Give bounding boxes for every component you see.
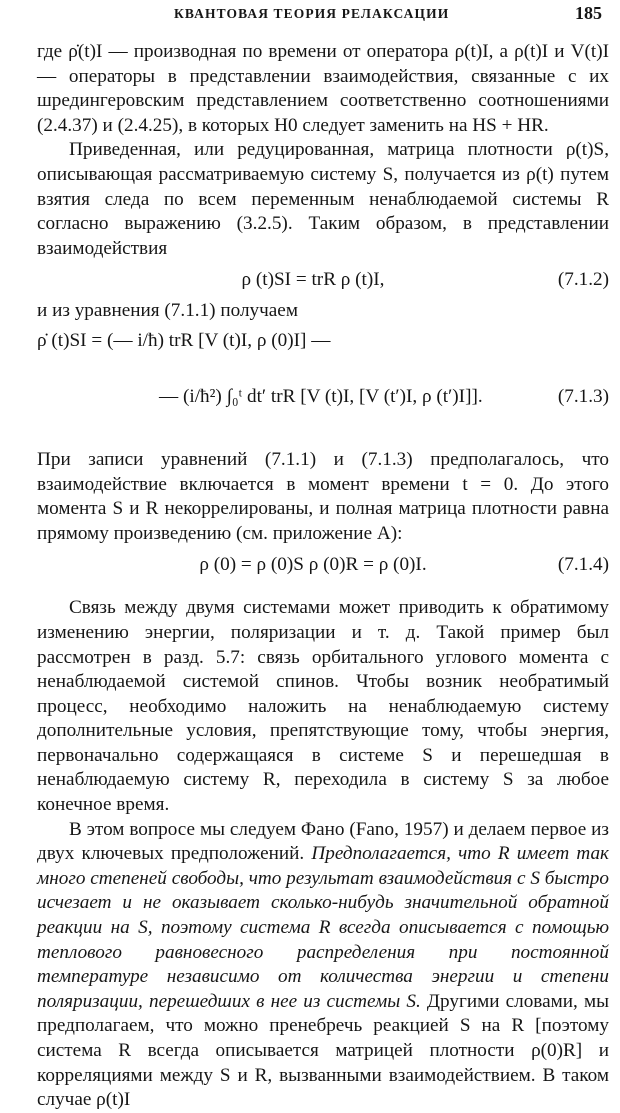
equation-7-1-2-number: (7.1.2) [557, 269, 609, 291]
paragraph-5: Связь между двумя системами может приводить к обратимому изменению энергии, поляризации и т. д. Такой пример был рассмотрен в разд. 5.7: связь орбитального углового момента с ненаблюдаемой системой спинов. Чтобы возник необратимый процесс, необходимо наложить на ненаблюдаемую систему дополнительные условия, препятствующие тому, чтобы энергия, первоначально содержащаяся в системе S и перешедшая в ненаблюдаемую систему R, переходила в систему S за любое конечное время. [37, 597, 609, 816]
equation-7-1-3-line-2-formula: — (i/ħ²) ∫₀ᵗ dt′ trR [V (t)I, [V (t′)I, ρ (t′)I]]. [159, 385, 483, 407]
equation-7-1-4-formula: ρ (0) = ρ (0)S ρ (0)R = ρ (0)I. [199, 554, 427, 576]
paragraph-2: Приведенная, или редуцированная, матрица плотности ρ(t)S, описывающая рассматриваемую систему S, получается из ρ(t) путем взятия следа по всем переменным ненаблюдаемой системы R согласно выражению (3.2.5). Таким образом, в представлении взаимодействия [37, 139, 609, 259]
paragraph-6-start: В этом вопросе мы следуем Фано (Fano, 1957) и делаем первое из двух ключевых предположений. [37, 818, 609, 865]
page-header [0, 2, 620, 26]
equation-7-1-2 [37, 261, 609, 299]
page-body [37, 40, 609, 1113]
paragraph-4: При записи уравнений (7.1.1) и (7.1.3) предполагалось, что взаимодействие включается в момент времени t = 0. До этого момента S и R некоррелированы, и полная матрица плотности равна прямому произведению (см. приложение А): [37, 448, 609, 544]
equation-7-1-3-line-2 [37, 358, 609, 436]
page-number: 185 [575, 3, 602, 23]
paragraph-3: и из уравнения (7.1.1) получаем [37, 300, 298, 322]
equation-7-1-2-formula: ρ (t)SI = trR ρ (t)I, [241, 269, 385, 291]
equation-7-1-3-number: (7.1.3) [557, 385, 609, 407]
running-title: КВАНТОВАЯ ТЕОРИЯ РЕЛАКСАЦИИ [174, 6, 450, 21]
equation-7-1-3-line-1 [37, 324, 609, 358]
paragraph-6-italic-assumption: Предполагается, что R имеет так много степеней свободы, что результат взаимодействия с S быстро исчезает и не оказывает сколько-нибудь значительной обратной реакции на S, поэтому система R всегда описывается с помощью теплового равновесного распределения при постоянной температуре независимо от количества энергии и степени поляризации, перешедших в нее из системы S. [37, 843, 610, 1012]
equation-7-1-3-line-1-formula: ρ̇ (t)SI = (— i/ħ) trR [V (t)I, ρ (0)I] — [37, 329, 331, 351]
paragraph-1: где ρ̇(t)I — производная по времени от оператора ρ(t)I, а ρ(t)I и V(t)I — операторы в представлении взаимодействия, связанные с их шредингеровским представлением соответственно соотношениями (2.4.37) и (2.4.25), в которых H0 следует заменить на HS + HR. [37, 41, 609, 136]
equation-7-1-4-number: (7.1.4) [557, 554, 609, 576]
paragraph-6-end: Другими словами, мы предполагаем, что можно пренебречь реакцией S на R [поэтому система R всегда описывается матрицей плотности ρ(0)R] и корреляциями между S и R, вызванными взаимодействием. В таком случае ρ(t)I [37, 990, 610, 1111]
equation-7-1-4 [37, 546, 609, 584]
paragraph-6 [37, 818, 609, 1113]
